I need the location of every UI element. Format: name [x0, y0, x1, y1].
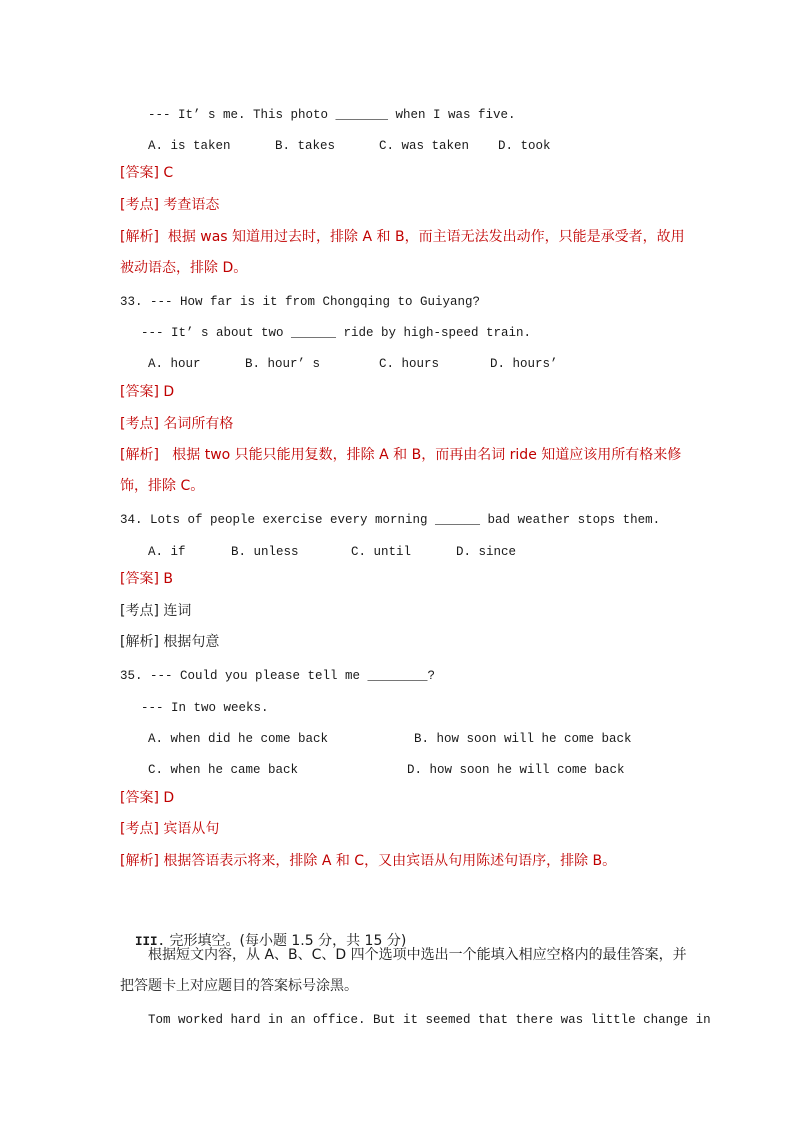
q32-option-b: B. takes: [275, 139, 336, 153]
q35-option-a: A. when did he come back: [148, 732, 329, 746]
q33-analysis-line2: 饰，排除 C。: [120, 478, 205, 494]
q34-point: [考点] 连词: [120, 603, 192, 619]
q35-analysis: [解析] 根据答语表示将来，排除 A 和 C，又由宾语从句用陈述句语序，排除 B。: [120, 853, 617, 869]
q32-analysis-line2: 被动语态，排除 D。: [120, 260, 248, 276]
q35-option-c: C. when he came back: [148, 763, 299, 777]
q33-analysis-line1: [解析] 根据 two 只能只能用复数，排除 A 和 B，而再由名词 ride 知道应该用所有格来修: [120, 447, 682, 463]
q33-option-b: B. hour’ s: [245, 357, 321, 371]
q35-option-d: D. how soon he will come back: [407, 763, 625, 777]
q35-answer: [答案] D: [120, 790, 175, 806]
section3-instructions-line1: 根据短文内容，从 A、B、C、D 四个选项中选出一个能填入相应空格内的最佳答案，并: [148, 947, 687, 963]
passage-line1: Tom worked hard in an office. But it seemed that there was little change in: [148, 1013, 711, 1027]
q32-option-c: C. was taken: [379, 139, 470, 153]
q32-option-d: D. took: [498, 139, 551, 153]
q34-option-c: C. until: [351, 545, 412, 559]
q33-answer: [答案] D: [120, 384, 175, 400]
q32-answer: [答案] C: [120, 165, 174, 181]
q34-option-a: A. if: [148, 545, 186, 559]
q32-dialog: --- It’ s me. This photo _______ when I was five.: [148, 108, 516, 122]
q33-question: 33. --- How far is it from Chongqing to Guiyang?: [120, 295, 481, 309]
q35-dialog: --- In two weeks.: [141, 701, 269, 715]
section3-instructions-line2: 把答题卡上对应题目的答案标号涂黑。: [120, 978, 358, 994]
q34-answer: [答案] B: [120, 571, 173, 587]
q34-option-d: D. since: [456, 545, 517, 559]
q32-option-a: A. is taken: [148, 139, 231, 153]
q33-point: [考点] 名词所有格: [120, 416, 234, 432]
section3-title: 完形填空。(每小题 1.5 分，共 15 分): [165, 933, 407, 949]
q34-option-b: B. unless: [231, 545, 299, 559]
q32-point: [考点] 考查语态: [120, 197, 220, 213]
q32-analysis-line1: [解析] 根据 was 知道用过去时，排除 A 和 B，而主语无法发出动作，只能是承受者，故用: [120, 229, 685, 245]
q34-question: 34. Lots of people exercise every morning ______ bad weather stops them.: [120, 513, 661, 527]
section3-numeral: III.: [135, 935, 166, 949]
q35-question: 35. --- Could you please tell me ________?: [120, 669, 436, 683]
q35-point: [考点] 宾语从句: [120, 821, 220, 837]
q33-option-c: C. hours: [379, 357, 440, 371]
q34-analysis: [解析] 根据句意: [120, 634, 220, 650]
q33-dialog: --- It’ s about two ______ ride by high-speed train.: [141, 326, 532, 340]
q33-option-a: A. hour: [148, 357, 201, 371]
q35-option-b: B. how soon will he come back: [414, 732, 632, 746]
q33-option-d: D. hours’: [490, 357, 558, 371]
